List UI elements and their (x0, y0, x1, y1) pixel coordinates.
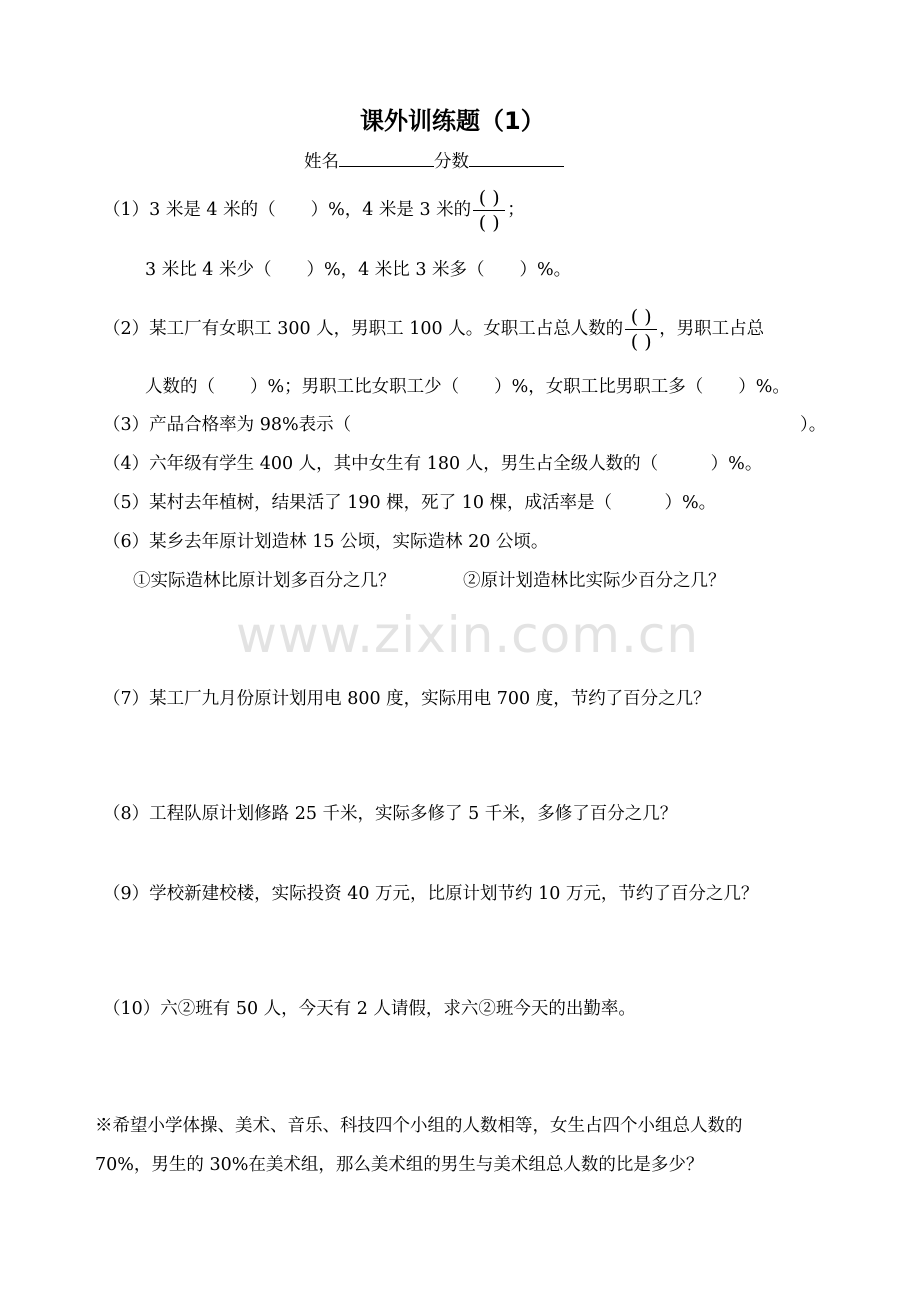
fraction-bar (473, 210, 505, 211)
question-10: （10）六②班有 50 人，今天有 2 人请假，求六②班今天的出勤率。 (103, 999, 636, 1019)
name-blank[interactable] (339, 148, 434, 167)
question-6: （6）某乡去年原计划造林 15 公顷，实际造林 20 公顷。 (103, 532, 549, 552)
fraction-denominator: ( ) (478, 211, 500, 234)
question-1-line-1 (103, 180, 525, 240)
fraction-blank (625, 307, 657, 352)
fraction-blank (473, 188, 505, 233)
name-label: 姓名 (304, 152, 339, 172)
fraction-denominator: ( ) (630, 330, 652, 353)
fraction-bar (625, 329, 657, 330)
page-title: 课外训练题（1） (360, 107, 545, 135)
question-5: （5）某村去年植树，结果活了 190 棵，死了 10 棵，成活率是（ ）%。 (103, 493, 717, 513)
bonus-question-line-1: ※希望小学体操、美术、音乐、科技四个小组的人数相等，女生占四个小组总人数的 (95, 1116, 743, 1136)
student-info-line (304, 148, 564, 174)
question-3-end: ）。 (800, 415, 827, 435)
question-6-part-2: ②原计划造林比实际少百分之几？ (463, 571, 726, 591)
question-8: （8）工程队原计划修路 25 千米，实际多修了 5 千米，多修了百分之几？ (103, 804, 678, 824)
fraction-numerator: ( ) (478, 186, 500, 209)
question-7: （7）某工厂九月份原计划用电 800 度，实际用电 700 度，节约了百分之几？ (103, 689, 711, 709)
question-3-text: （3）产品合格率为 98%表示（ (103, 415, 352, 435)
score-blank[interactable] (469, 148, 564, 167)
question-6-part-1: ①实际造林比原计划多百分之几？ (133, 571, 396, 591)
question-1-punct: ； (507, 200, 525, 220)
question-2-text-cont: ，男职工占总 (659, 319, 765, 339)
question-9: （9）学校新建校楼，实际投资 40 万元，比原计划节约 10 万元，节约了百分之几？ (103, 884, 759, 904)
question-1-text: （1）3 米是 4 米的（ ）%，4 米是 3 米的 (103, 200, 472, 220)
question-2-line-2: 人数的（ ）%；男职工比女职工少（ ）%，女职工比男职工多（ ）%。 (145, 377, 790, 397)
bonus-question-line-2: 70%，男生的 30%在美术组，那么美术组的男生与美术组总人数的比是多少？ (95, 1155, 704, 1175)
question-2-line-1 (103, 298, 764, 360)
score-label: 分数 (434, 152, 469, 172)
question-2-text: （2）某工厂有女职工 300 人，男职工 100 人。女职工占总人数的 (103, 319, 624, 339)
question-1-line-2: 3 米比 4 米少（ ）%，4 米比 3 米多（ ）%。 (145, 260, 572, 280)
question-4: （4）六年级有学生 400 人，其中女生有 180 人，男生占全级人数的（ ）%。 (103, 454, 763, 474)
fraction-numerator: ( ) (630, 305, 652, 328)
watermark: www.zixin.com.cn (236, 606, 700, 664)
